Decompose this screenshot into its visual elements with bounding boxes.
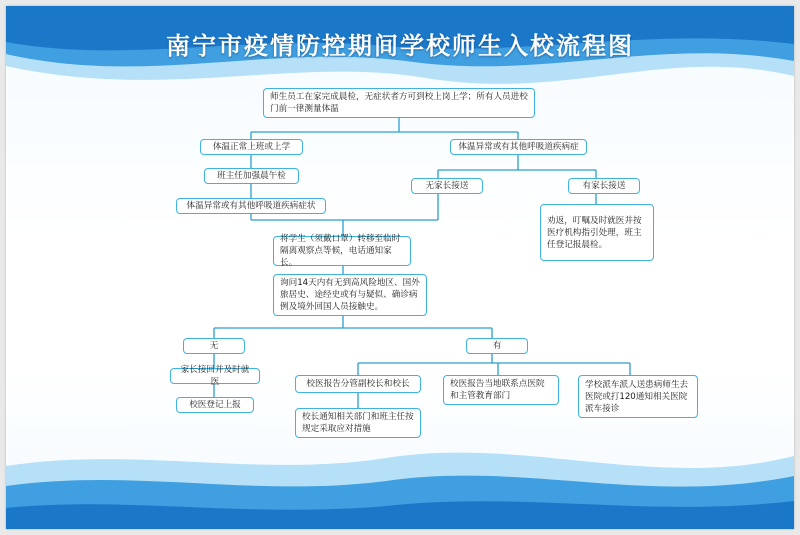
notify-departments-text: 校长通知相关部门和班主任按规定采取应对措施 (302, 412, 414, 434)
no-parent-step (411, 178, 483, 194)
report-principal-step (295, 375, 421, 393)
normal-temperature-text: 体温正常上班或上学 (212, 142, 291, 152)
abnormal-temperature-step (450, 139, 587, 155)
start-step (263, 88, 535, 118)
class-teacher-check-text: 班主任加强晨午检 (217, 171, 286, 181)
report-local-text: 校医报告当地联系点医院和主管教育部门 (450, 379, 545, 401)
has-parent-text: 有家长接送 (582, 181, 626, 191)
yes-branch (466, 338, 528, 354)
parent-advice-step (540, 204, 654, 261)
yes-branch-text: 有 (492, 341, 502, 351)
abnormal-later-text: 体温异常或有其他呼吸道疾病症状 (186, 201, 316, 211)
school-transfer-text: 学校派车派人送患病师生去医院或打120通知相关医院派车接诊 (585, 379, 689, 414)
no-parent-text: 无家长接送 (425, 181, 469, 191)
doctor-register-text: 校医登记上报 (189, 400, 241, 410)
school-transfer-step (578, 375, 698, 418)
poster (6, 6, 794, 529)
abnormal-later-step (176, 198, 326, 214)
report-local-step (443, 375, 559, 405)
notify-departments-step (295, 408, 421, 438)
parent-pickup-text: 家长接回并及时就医 (180, 365, 250, 387)
page-title: 南宁市疫情防控期间学校师生入校流程图 (166, 32, 634, 60)
has-parent-step (568, 178, 640, 194)
abnormal-temperature-text: 体温异常或有其他呼吸道疾病症 (458, 142, 579, 152)
class-teacher-check-step (204, 168, 299, 184)
none-branch (183, 338, 245, 354)
doctor-register-step (176, 397, 254, 413)
inquiry-step (273, 274, 427, 316)
parent-pickup-step (170, 365, 260, 387)
none-branch-text: 无 (209, 341, 219, 351)
start-step-text: 师生员工在家完成晨检，无症状者方可到校上岗上学；所有人员进校门前一律测量体温 (270, 92, 528, 114)
normal-temperature-step (200, 139, 303, 155)
parent-advice-text: 劝返，叮嘱及时就医并按医疗机构指引处理，班主任登记报晨检。 (547, 215, 642, 250)
inquiry-text: 询问14天内有无到高风险地区、国外旅居史、途经史或有与疑似、确诊病例及境外回国人员接触史。 (280, 278, 420, 312)
report-principal-text: 校医报告分管副校长和校长 (306, 379, 410, 389)
isolation-text: 将学生（须戴口罩）转移至临时隔离观察点等候，电话通知家长。 (280, 234, 401, 268)
isolation-step (273, 236, 411, 266)
